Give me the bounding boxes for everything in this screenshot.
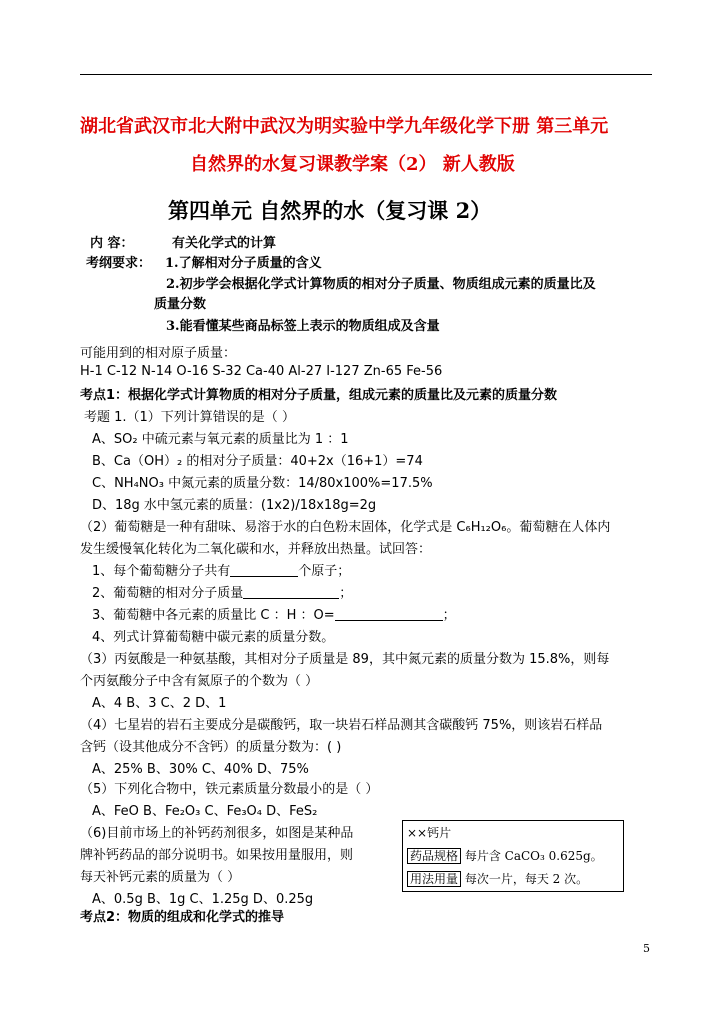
q1-option-a: A、SO₂ 中硫元素与氧元素的质量比为 1 ：1 (92, 432, 349, 447)
doc-title-line1: 湖北省武汉市北大附中武汉为明实验中学九年级化学下册 第三单元 (80, 116, 609, 137)
q5-stem: （5）下列化合物中，铁元素质量分数最小的是（ ） (80, 782, 379, 797)
q6-options: A、0.5g B、1g C、1.25g D、0.25g (92, 892, 314, 907)
q6-stem-1: （6)目前市场上的补钙药剂很多，如图是某种品 (80, 826, 354, 841)
q4-options: A、25% B、30% C、40% D、75% (92, 762, 309, 777)
page-number: 5 (643, 942, 650, 955)
q1-option-b: B、Ca（OH）₂ 的相对分子质量：40+2x（16+1）=74 (92, 454, 423, 469)
q1-option-c: C、NH₄NO₃ 中氮元素的质量分数：14/80x100%=17.5% (92, 476, 433, 491)
q2-item-3-suffix: ； (442, 608, 456, 623)
q2-item-1-suffix: 个原子； (298, 564, 351, 579)
medicine-usage (407, 870, 588, 887)
unit-title: 第四单元 自然界的水（复习课 2） (168, 198, 492, 223)
usage-value: 每次一片，每天 2 次。 (464, 872, 589, 886)
q6-stem-3: 每天补钙元素的质量为（ ） (80, 870, 241, 885)
content-value: 有关化学式的计算 (172, 236, 277, 251)
requirement-2b: 质量分数 (154, 297, 207, 312)
answer-blank[interactable] (230, 562, 298, 577)
kaodian-2-title: 考点2：物质的组成和化学式的推导 (80, 910, 285, 925)
medicine-label-box (402, 820, 624, 892)
q4-stem-2: 含钙（设其他成分不含钙）的质量分数为：( ) (80, 740, 342, 755)
q6-stem-2: 牌补钙药品的部分说明书。如果按用量服用，则 (80, 848, 354, 863)
q1-stem: 考题 1.（1）下列计算错误的是（ ） (84, 410, 295, 425)
requirements-label: 考纲要求： (86, 256, 152, 271)
q2-item-2 (92, 582, 352, 601)
q3-stem-1: （3）丙氨酸是一种氨基酸，其相对分子质量是 89，其中氮元素的质量分数为 15.8%，则每 (80, 652, 610, 667)
spec-value: 每片含 CaCO₃ 0.625g。 (464, 849, 603, 863)
usage-label: 用法用量 (407, 871, 461, 887)
medicine-spec (407, 847, 603, 864)
kaodian-1-title: 考点1：根据化学式计算物质的相对分子质量，组成元素的质量比及元素的质量分数 (80, 388, 558, 403)
q4-stem-1: （4）七星岩的岩石主要成分是碳酸钙，取一块岩石样品测其含碳酸钙 75%，则该岩石样品 (80, 718, 603, 733)
doc-title-line2: 自然界的水复习课教学案（2） 新人教版 (190, 154, 515, 175)
answer-blank[interactable] (243, 584, 339, 599)
q2-item-1-text: 1、每个葡萄糖分子共有 (92, 564, 231, 579)
q2-item-3-text: 3、葡萄糖中各元素的质量比 C ：H ：O= (92, 608, 335, 623)
answer-blank[interactable] (335, 606, 443, 621)
requirement-2a: 2.初步学会根据化学式计算物质的相对分子质量、物质组成元素的质量比及 (166, 277, 596, 292)
requirement-3: 3.能看懂某些商品标签上表示的物质组成及含量 (166, 319, 440, 334)
q2-intro-1: （2）葡萄糖是一种有甜味、易溶于水的白色粉末固体，化学式是 C₆H₁₂O₆。葡萄糖在人体内 (80, 520, 611, 535)
q1-option-d: D、18g 水中氢元素的质量：(1x2)/18x18g=2g (92, 498, 377, 513)
q2-item-4: 4、列式计算葡萄糖中碳元素的质量分数。 (92, 630, 335, 645)
atomic-mass-label: 可能用到的相对原子质量： (80, 346, 237, 361)
q2-item-2-text: 2、葡萄糖的相对分子质量 (92, 586, 244, 601)
q2-item-1 (92, 560, 350, 579)
q2-item-2-suffix: ； (339, 586, 353, 601)
requirement-1: 1.了解相对分子质量的含义 (165, 256, 322, 271)
q5-options: A、FeO B、Fe₂O₃ C、Fe₃O₄ D、FeS₂ (92, 804, 318, 819)
spec-label: 药品规格 (407, 848, 461, 864)
content-label: 内 容： (90, 236, 134, 251)
q2-intro-2: 发生缓慢氧化转化为二氧化碳和水，并释放出热量。试回答： (80, 542, 432, 557)
q2-item-3 (92, 604, 456, 623)
q3-options: A、4 B、3 C、2 D、1 (92, 696, 227, 711)
header-rule (80, 74, 652, 75)
q3-stem-2: 个丙氨酸分子中含有氮原子的个数为（ ） (80, 674, 319, 689)
atomic-mass-values: H-1 C-12 N-14 O-16 S-32 Ca-40 Al-27 I-127 Zn-65 Fe-56 (80, 364, 443, 379)
medicine-name: ××钙片 (407, 826, 452, 840)
